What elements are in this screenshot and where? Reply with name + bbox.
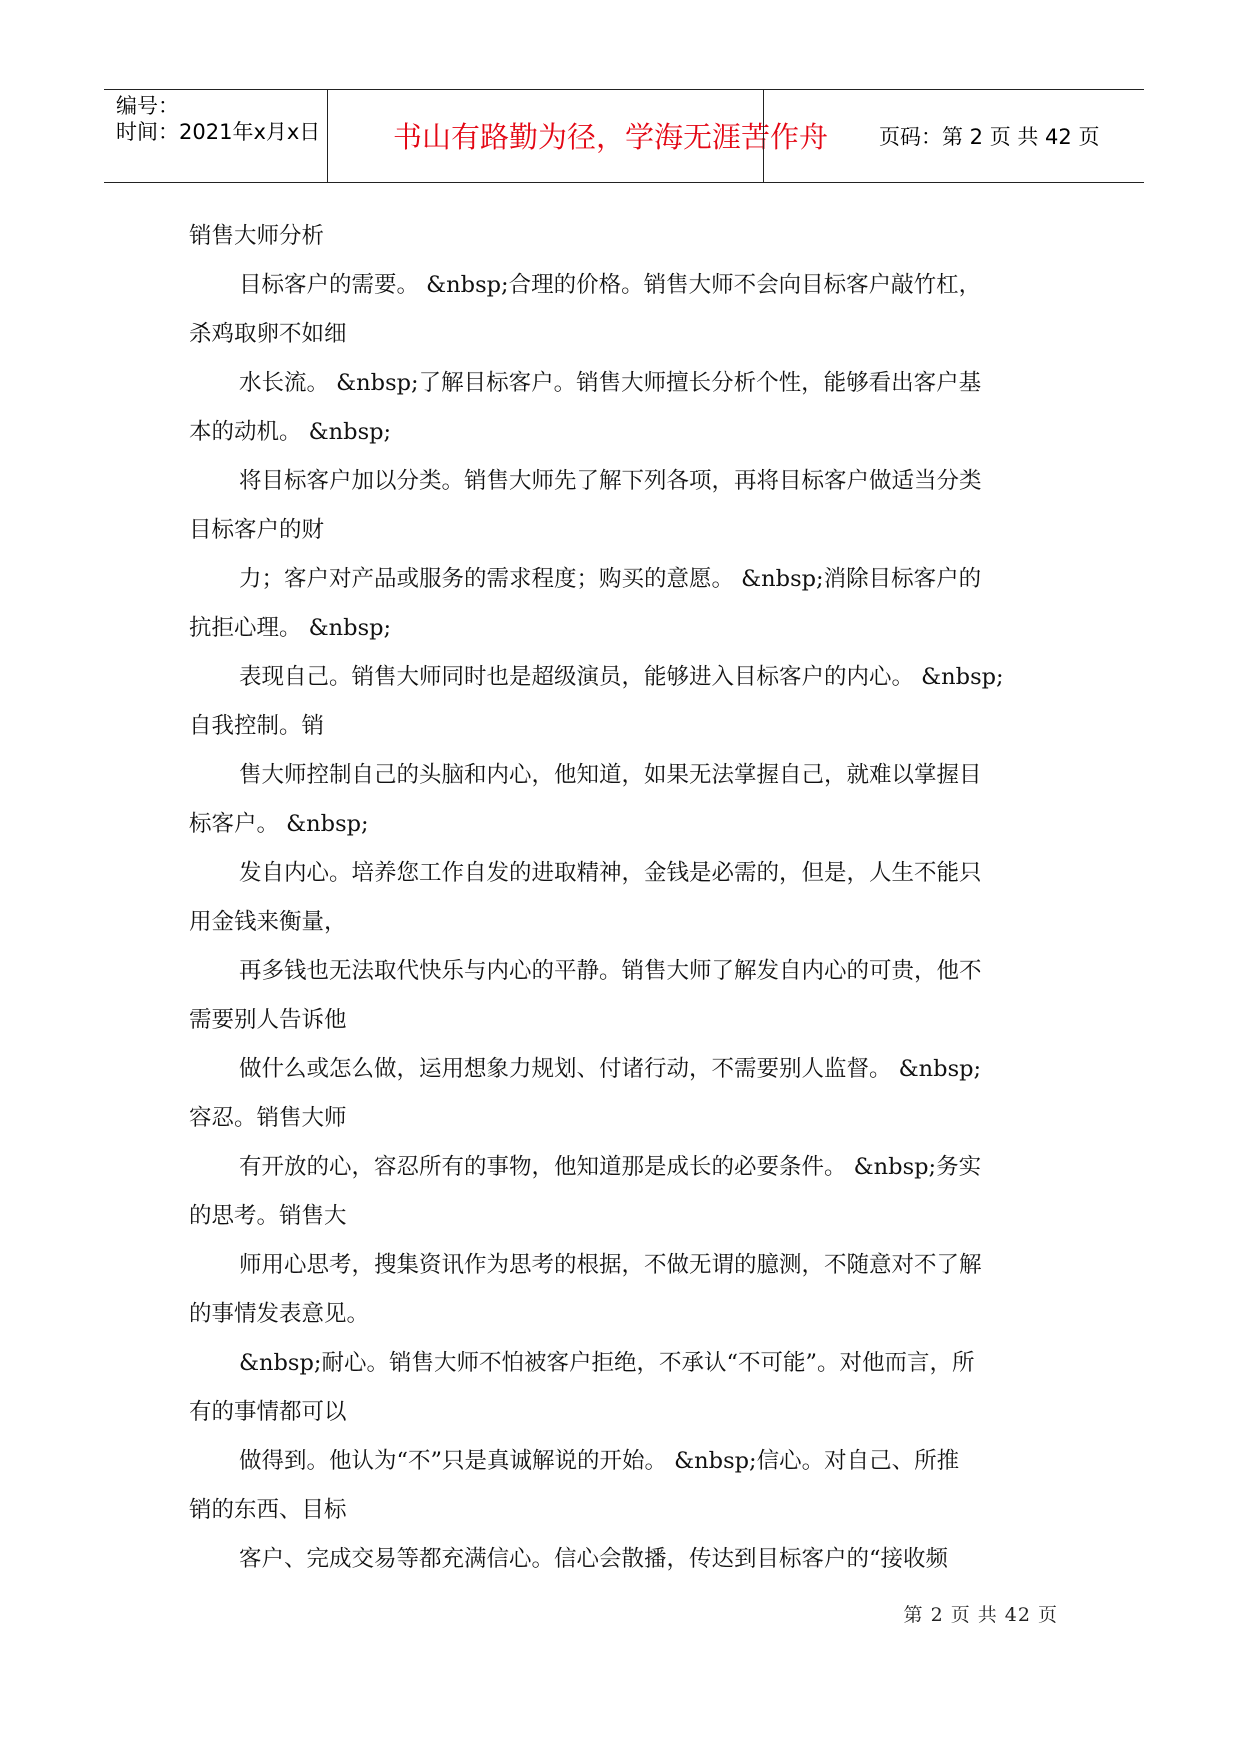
header-page-info: 页码：第 2 页 共 42 页 [879, 124, 1100, 149]
body-line: 用金钱来衡量， [189, 909, 347, 935]
document-body [189, 212, 1059, 1584]
body-line: &nbsp;耐心。销售大师不怕被客户拒绝，不承认“不可能”。对他而言，所 [239, 1350, 975, 1376]
body-line: 有的事情都可以 [189, 1399, 347, 1425]
body-line: 杀鸡取卵不如细 [189, 321, 347, 347]
body-line: 抗拒心理。 &nbsp; [189, 615, 392, 641]
header-motto: 书山有路勤为径，学海无涯苦作舟 [392, 120, 828, 154]
body-line: 水长流。 &nbsp;了解目标客户。销售大师擅长分析个性，能够看出客户基 [239, 370, 982, 396]
body-line: 目标客户的需要。 &nbsp;合理的价格。销售大师不会向目标客户敲竹杠， [239, 272, 982, 298]
header-divider-right [763, 90, 764, 182]
body-line: 售大师控制自己的头脑和内心，他知道，如果无法掌握自己，就难以掌握目 [239, 762, 982, 788]
body-line: 自我控制。销 [189, 713, 325, 739]
body-line: 力；客户对产品或服务的需求程度；购买的意愿。 &nbsp;消除目标客户的 [239, 566, 982, 592]
body-line: 的事情发表意见。 [189, 1301, 370, 1327]
body-line: 销的东西、目标 [189, 1497, 347, 1523]
body-line: 表现自己。销售大师同时也是超级演员，能够进入目标客户的内心。 &nbsp; [239, 664, 1004, 690]
body-line: 做什么或怎么做，运用想象力规划、付诸行动，不需要别人监督。 &nbsp; [239, 1056, 982, 1082]
body-line: 有开放的心，容忍所有的事物，他知道那是成长的必要条件。 &nbsp;务实 [239, 1154, 982, 1180]
body-line: 的思考。销售大 [189, 1203, 347, 1229]
number-label: 编号： [116, 94, 179, 118]
body-line: 将目标客户加以分类。销售大师先了解下列各项，再将目标客户做适当分类 [239, 468, 982, 494]
header-divider-left [327, 90, 328, 182]
body-line: 目标客户的财 [189, 517, 325, 543]
body-line: 销售大师分析 [189, 223, 325, 249]
page-footer: 第 2 页 共 42 页 [903, 1604, 1058, 1626]
body-line: 标客户。 &nbsp; [189, 811, 369, 837]
body-line: 师用心思考，搜集资讯作为思考的根据，不做无谓的臆测，不随意对不了解 [239, 1252, 982, 1278]
body-line: 发自内心。培养您工作自发的进取精神，金钱是必需的，但是，人生不能只 [239, 860, 982, 886]
body-line: 客户、完成交易等都充满信心。信心会散播，传达到目标客户的“接收频 [239, 1546, 949, 1572]
body-line: 做得到。他认为“不”只是真诚解说的开始。 &nbsp;信心。对自己、所推 [239, 1448, 960, 1474]
body-line: 需要别人告诉他 [189, 1007, 347, 1033]
body-line: 本的动机。 &nbsp; [189, 419, 392, 445]
time-label: 时间：2021年x月x日 [116, 120, 321, 144]
body-line: 再多钱也无法取代快乐与内心的平静。销售大师了解发自内心的可贵，他不 [239, 958, 982, 984]
document-header [104, 89, 1144, 183]
body-line: 容忍。销售大师 [189, 1105, 347, 1131]
